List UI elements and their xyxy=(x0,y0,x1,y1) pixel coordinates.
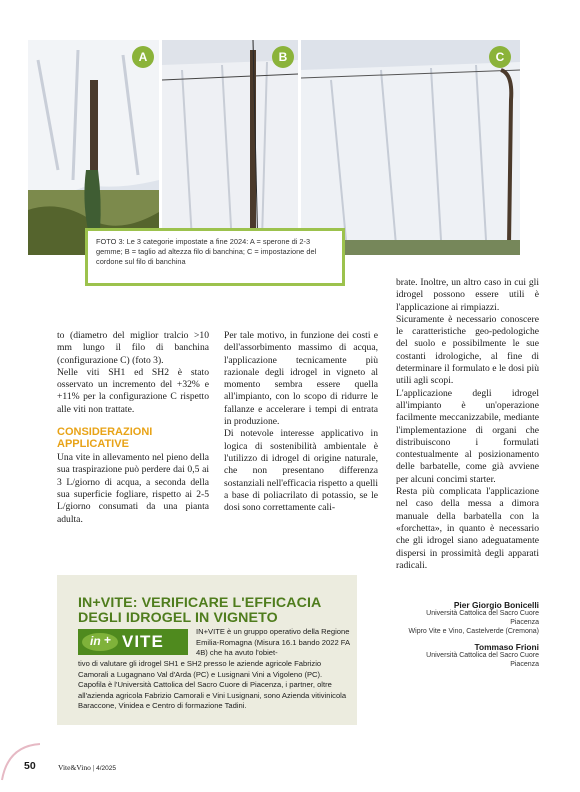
photo-a xyxy=(28,40,159,255)
author-affiliation-2b: Piacenza xyxy=(510,661,539,669)
footer-magazine xyxy=(58,763,116,772)
magazine-issue: 4/2025 xyxy=(96,765,117,772)
photo-badge-c: C xyxy=(489,46,511,68)
box-text-side: IN+VITE è un gruppo operativo della Regione Emilia-Romagna (Misura 16.1 bando 2022 FA 4B) che ha avuto l'obiet- xyxy=(196,627,350,657)
col2-p1: Per tale motivo, in funzione dei costi e dell'assorbimento massimo di acqua, l'applicazione tecnicamente più razionale degli idrogel in vigneto al momento sembra essere quella all'impianto, con lo scopo di ridurre le fallanze e accelerare i tempi di entrata in produzione. xyxy=(224,330,378,428)
author-affiliation-1a: Università Cattolica del Sacro Cuore xyxy=(426,610,539,617)
photo-badge-a: A xyxy=(132,46,154,68)
magazine-name: Vite&Vino xyxy=(58,763,91,772)
col1-p1: to (diametro del miglior tralcio >10 mm lungo il filo di banchina (configurazione C) (foto 3). xyxy=(57,330,209,366)
column-3 xyxy=(396,277,539,572)
author-affiliation-2a: Università Cattolica del Sacro Cuore xyxy=(426,652,539,660)
caption-text: FOTO 3: Le 3 categorie impostate a fine 2024: A = sperone di 2-3 gemme; B = taglio ad altezza filo di banchina; C = impostazione del cordone sul filo di banchina xyxy=(96,237,317,266)
footer-separator: | xyxy=(92,763,97,772)
col2-p2: Di notevole interesse applicativo in logica di sostenibilità ambientale è l'utilizzo di idrogel di origine naturale, che non presentano differenza sostanziali nell'efficacia rispetto a quelli a base di poliacrilato di potassio, se le dosi sono correttamente cali- xyxy=(224,428,378,514)
photo-badge-b: B xyxy=(272,46,294,68)
col3-p3: L'applicazione degli idrogel all'impianto è un'operazione facilmente meccanizzabile, mediante l'implementazione di organi che distribuiscono i formulati contestualmente al posizionamento delle barbatelle, come già avviene per alcuni concimi starter. xyxy=(396,387,539,485)
column-2 xyxy=(224,330,378,514)
author-affiliation-1c: Wipro Vite e Vino, Castelverde (Cremona) xyxy=(408,627,539,635)
photo-b xyxy=(162,40,298,255)
col1-p2: Nelle viti SH1 ed SH2 è stato osservato un incremento del +32% e +11% per la configurazione C rispetto alle viti non trattate. xyxy=(57,366,209,415)
logo-text-in: in xyxy=(90,634,101,648)
box-title: IN+VITE: VERIFICARE L'EFFICACIA DEGLI IDROGEL IN VIGNETO xyxy=(78,595,321,626)
authors xyxy=(380,600,539,670)
logo-text-vite: VITE xyxy=(122,632,164,651)
page-number: 50 xyxy=(24,760,36,772)
author-name-2: Tommaso Frioni xyxy=(474,642,539,653)
column-1 xyxy=(57,330,209,526)
photo-caption xyxy=(85,228,345,286)
in-vite-logo xyxy=(78,629,188,655)
author-name-1: Pier Giorgio Bonicelli xyxy=(453,600,539,610)
col3-p2: Sicuramente è necessario conoscere le caratteristiche geo-pedologiche del suolo e possibilmente le sue costanti idrologiche, al fine di determinare il formulato e le dosi più utili agli scopi. xyxy=(396,313,539,387)
photo-c xyxy=(301,40,520,255)
box-text-full: tivo di valutare gli idrogel SH1 e SH2 presso le aziende agricole Fabrizio Camorali a Lugagnano Val d'Arda (PC) e Lusignani Vini a Vigoleno (PC). Capofila è l'Università Cattolica del Sacro Cuore di Piacenza, i partner, oltre all'azienda agricola Fabrizio Camorali e Vini Lusignani, sono Azienda vitivinicola Baraccone, Vinidea e Centro di formazione Tadini. xyxy=(78,659,347,710)
section-heading: CONSIDERAZIONI APPLICATIVE xyxy=(57,426,153,451)
col1-p3: Una vite in allevamento nel pieno della sua traspirazione può perdere dai 0,5 ai 3 L/giorno di acqua, a seconda della sua superficie fogliare, rispetto ai 2-5 L/giorno consumati da una pianta adulta. xyxy=(57,452,209,525)
author-affiliation-1b: Piacenza xyxy=(510,618,539,626)
col3-p4: Resta più complicata l'applicazione nel caso della messa a dimora manuale della barbatella con la «forchetta», in quanto è necessario che gli idrogel siano adeguatamente dispersi in prossimità degli apparati radicali. xyxy=(396,486,539,571)
logo-text-plus: + xyxy=(104,633,112,647)
col3-p1: brate. Inoltre, un altro caso in cui gli idrogel possono essere utili è l'applicazione ai rimpiazzi. xyxy=(396,277,539,313)
